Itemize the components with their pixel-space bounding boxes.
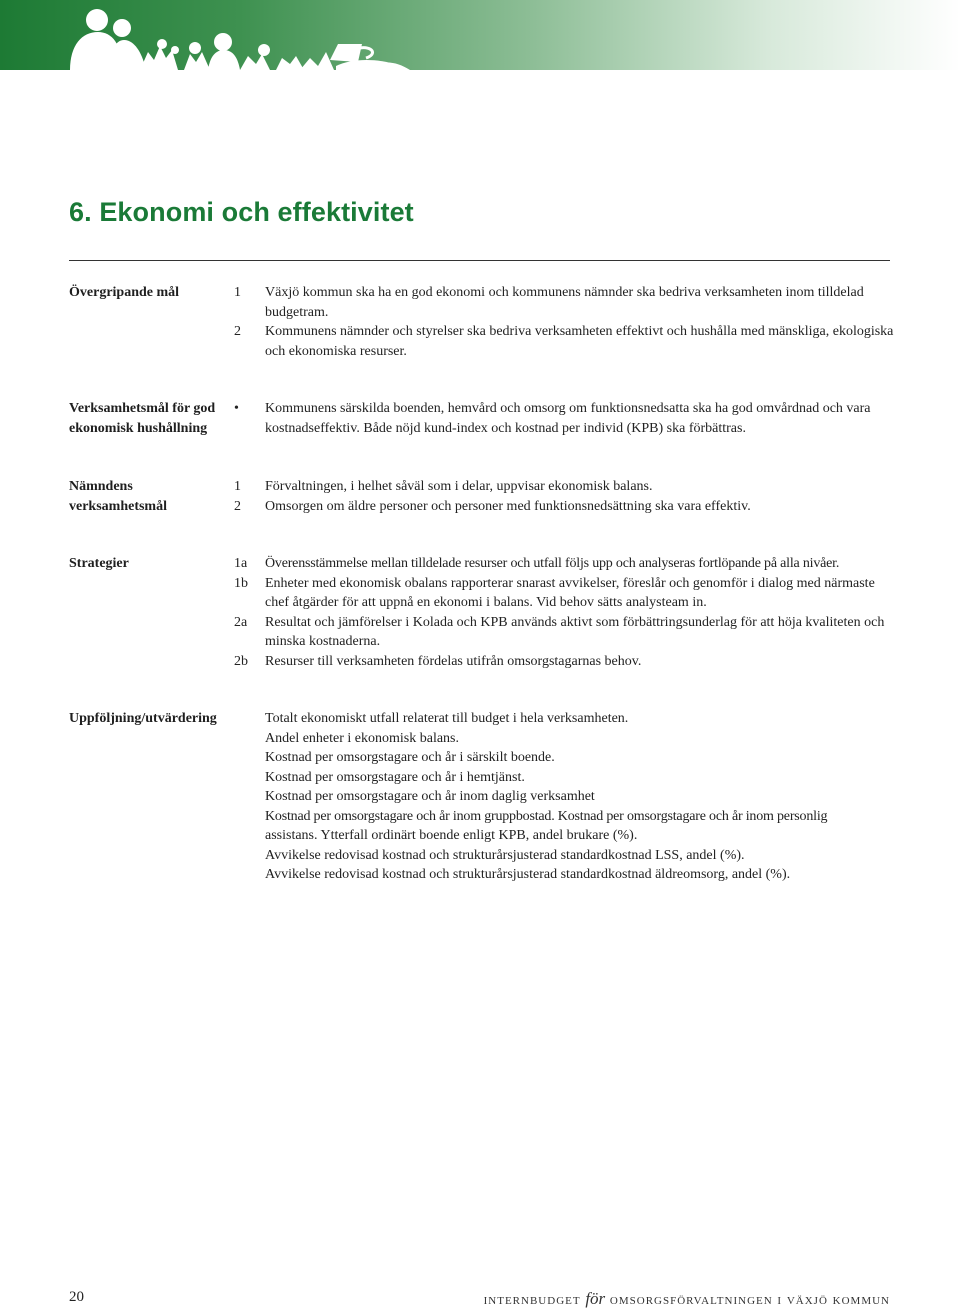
list-item xyxy=(234,477,894,497)
running-footer xyxy=(484,1289,890,1309)
followup-line: Andel enheter i ekonomisk balans. xyxy=(265,730,460,746)
item-text: Resultat och jämförelser i Kolada och KPB används aktivt som förbättringsunderlag för att höja kvaliteten och minska kostnaderna. xyxy=(265,614,885,649)
item-number: 2b xyxy=(234,653,248,669)
item-text: Överensstämmelse mellan tilldelade resurser och utfall följs upp och analyseras fortlöpande på alla nivåer. xyxy=(265,556,840,571)
strategy-list xyxy=(234,554,894,671)
item-text: Resurser till verksamheten fördelas utifrån omsorgstagarnas behov. xyxy=(265,653,642,669)
list-item xyxy=(234,554,894,574)
item-text: Kommunens nämnder och styrelser ska bedriva verksamheten effektivt och hushålla med mänskliga, ekologiska och ekonomiska resurser. xyxy=(265,324,894,359)
followup-line: Kostnad per omsorgstagare och år i hemtjänst. xyxy=(265,769,525,785)
followup-line: Kostnad per omsorgstagare och år i särskilt boende. xyxy=(265,750,555,765)
section-label: Verksamhetsmål för god ekonomisk hushållning xyxy=(69,401,216,436)
followup-line: assistans. Ytterfall ordinärt boende enligt KPB, andel brukare (%). xyxy=(265,828,638,843)
followup-list xyxy=(265,709,890,885)
item-text: Kommunens särskilda boenden, hemvård och omsorg om funktionsnedsatta ska ha god omvårdnad och vara kostnadseffektiv. Både nöjd kund-index och kostnad per individ (KPB) ska förbättras. xyxy=(265,401,871,436)
followup-line: Totalt ekonomiskt utfall relaterat till budget i hela verksamheten. xyxy=(265,711,629,726)
item-number: 1 xyxy=(234,285,241,300)
item-number: 2 xyxy=(234,324,241,339)
footer-text-for: för xyxy=(585,1289,606,1308)
page-number: 20 xyxy=(69,1289,84,1305)
list-item xyxy=(234,613,894,652)
item-text: Växjö kommun ska ha en god ekonomi och kommunens nämnder ska bedriva verksamheten inom tilldelad budgetram. xyxy=(265,285,864,320)
list-item xyxy=(234,497,894,517)
list-item xyxy=(234,322,894,361)
title-divider xyxy=(69,260,890,261)
item-number: 2a xyxy=(234,614,248,630)
item-text: Omsorgen om äldre personer och personer med funktionsnedsättning ska vara effektiv. xyxy=(265,498,751,514)
followup-line: Avvikelse redovisad kostnad och strukturårsjusterad standardkostnad LSS, andel (%). xyxy=(265,847,745,863)
item-number: 1 xyxy=(234,479,241,494)
item-number: 1b xyxy=(234,575,248,591)
followup-line: Kostnad per omsorgstagare och år inom gruppbostad. Kostnad per omsorgstagare och år inom personlig xyxy=(265,808,828,824)
list-item xyxy=(234,574,894,613)
section-label: Uppföljning/utvärdering xyxy=(69,711,217,726)
footer-text-pre: internbudget xyxy=(483,1292,586,1308)
goal-list xyxy=(234,283,894,361)
people-silhouette-icon xyxy=(0,0,460,70)
goal-list xyxy=(234,477,894,516)
item-number: 2 xyxy=(234,498,241,514)
followup-line: Kostnad per omsorgstagare och år inom daglig verksamhet xyxy=(265,789,595,804)
page-title: 6. Ekonomi och effektivitet xyxy=(69,197,414,227)
section-label: Strategier xyxy=(69,556,129,571)
list-item xyxy=(234,283,894,322)
list-item xyxy=(234,399,894,438)
header-banner xyxy=(0,0,960,70)
footer-text-post: omsorgsförvaltningen i växjö kommun xyxy=(605,1292,890,1308)
goal-list xyxy=(234,399,894,438)
followup-line: Avvikelse redovisad kostnad och strukturårsjusterad standardkostnad äldreomsorg, andel (%). xyxy=(265,867,791,882)
item-number: 1a xyxy=(234,556,248,571)
section-label: Nämndens verksamhetsmål xyxy=(69,479,167,514)
bullet: • xyxy=(234,401,239,416)
item-text: Enheter med ekonomisk obalans rapporterar snarast avvikelser, föreslår och genomför i dialog med närmaste chef åtgärder för att uppnå en ekonomi i balans. Vid behov sätts analysteam in. xyxy=(265,575,875,610)
item-text: Förvaltningen, i helhet såväl som i delar, uppvisar ekonomisk balans. xyxy=(265,479,653,494)
list-item xyxy=(234,652,894,672)
section-label: Övergripande mål xyxy=(69,285,180,300)
